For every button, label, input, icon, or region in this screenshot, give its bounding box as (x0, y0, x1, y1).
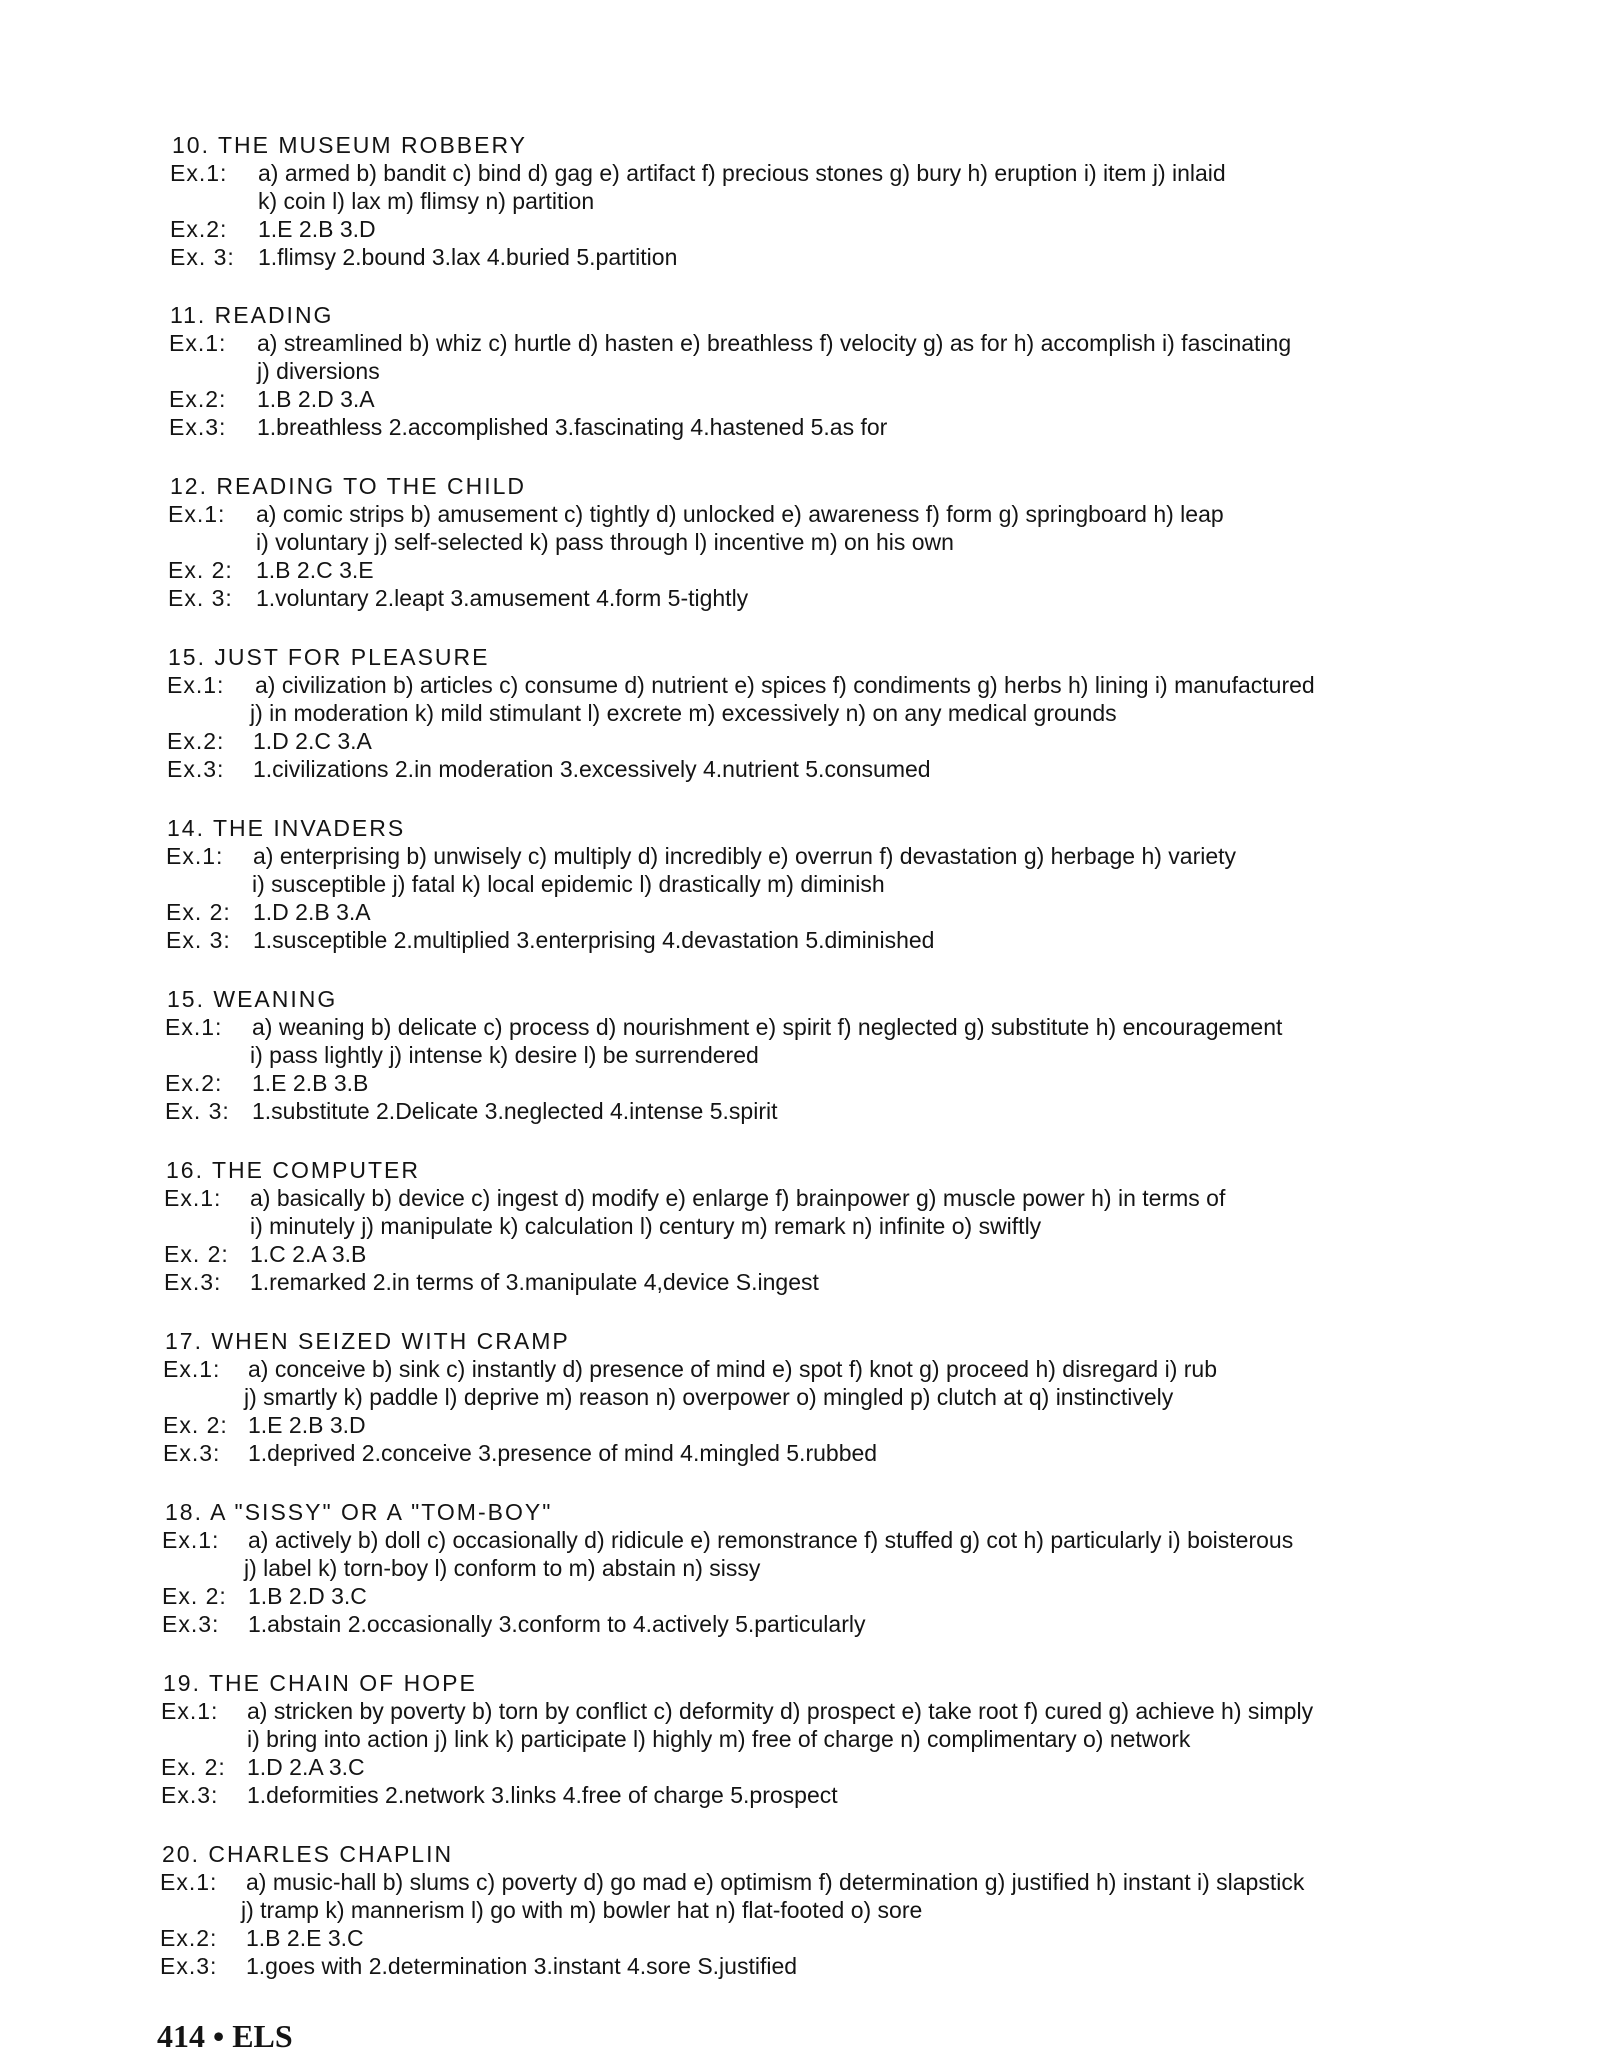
exercise-2-answers: 1.B 2.E 3.C (246, 1925, 364, 1951)
exercise-1-label: Ex.1: (168, 501, 226, 527)
exercise-3-label: Ex.3: (169, 414, 227, 440)
section-title: 15. JUST FOR PLEASURE (168, 644, 490, 670)
exercise-1-answers-line-2: i) minutely j) manipulate k) calculation l) century m) remark n) infinite o) swiftly (250, 1213, 1042, 1239)
exercise-2-answers: 1.E 2.B 3.D (248, 1412, 366, 1438)
exercise-3-answers: 1.voluntary 2.leapt 3.amusement 4.form 5-tightly (256, 585, 749, 611)
exercise-1-answers-line-2: i) susceptible j) fatal k) local epidemic l) drastically m) diminish (252, 871, 885, 897)
exercise-2-label: Ex.2: (167, 728, 225, 754)
exercise-2-answers: 1.E 2.B 3.D (258, 216, 376, 242)
exercise-1-label: Ex.1: (161, 1698, 219, 1724)
exercise-3-answers: 1.flimsy 2.bound 3.lax 4.buried 5.partition (258, 244, 678, 270)
exercise-2-answers: 1.B 2.C 3.E (256, 557, 374, 583)
exercise-2-label: Ex.2: (160, 1925, 218, 1951)
exercise-2-answers: 1.D 2.A 3.C (247, 1754, 365, 1780)
exercise-3-label: Ex. 3: (165, 1098, 230, 1124)
section-title: 12. READING TO THE CHILD (170, 473, 527, 499)
exercise-3-answers: 1.susceptible 2.multiplied 3.enterprising 4.devastation 5.diminished (253, 927, 935, 953)
exercise-2-answers: 1.B 2.D 3.A (257, 386, 375, 412)
exercise-1-label: Ex.1: (167, 672, 225, 698)
exercise-1-answers-line-1: a) actively b) doll c) occasionally d) ridicule e) remonstrance f) stuffed g) cot h) particularly i) boisterous (248, 1527, 1294, 1553)
exercise-1-answers-line-2: j) in moderation k) mild stimulant l) excrete m) excessively n) on any medical grounds (250, 700, 1117, 726)
exercise-3-answers: 1.remarked 2.in terms of 3.manipulate 4,device S.ingest (250, 1269, 819, 1295)
section-title: 17. WHEN SEIZED WITH CRAMP (165, 1328, 570, 1354)
exercise-3-answers: 1.abstain 2.occasionally 3.conform to 4.actively 5.particularly (248, 1611, 866, 1637)
exercise-1-label: Ex.1: (165, 1014, 223, 1040)
exercise-1-answers-line-2: j) smartly k) paddle l) deprive m) reason n) overpower o) mingled p) clutch at q) instinctively (244, 1384, 1174, 1410)
exercise-3-label: Ex.3: (163, 1440, 221, 1466)
exercise-1-answers-line-1: a) enterprising b) unwisely c) multiply d) incredibly e) overrun f) devastation g) herbage h) variety (253, 843, 1237, 869)
exercise-3-answers: 1.goes with 2.determination 3.instant 4.sore S.justified (246, 1953, 798, 1979)
exercise-2-label: Ex.2: (165, 1070, 223, 1096)
exercise-2-answers: 1.C 2.A 3.B (250, 1241, 367, 1267)
exercise-1-label: Ex.1: (163, 1356, 221, 1382)
exercise-1-answers-line-1: a) armed b) bandit c) bind d) gag e) artifact f) precious stones g) bury h) eruption i) item j) inlaid (258, 160, 1226, 186)
section-title: 19. THE CHAIN OF HOPE (163, 1670, 477, 1696)
exercise-2-label: Ex. 2: (162, 1583, 227, 1609)
exercise-1-answers-line-1: a) streamlined b) whiz c) hurtle d) hasten e) breathless f) velocity g) as for h) accomplish i) fascinating (257, 330, 1292, 356)
exercise-2-label: Ex. 2: (161, 1754, 226, 1780)
exercise-3-label: Ex. 3: (170, 244, 235, 270)
page-footer: 414 • ELS (157, 2018, 293, 2054)
exercise-1-label: Ex.1: (166, 843, 224, 869)
exercise-3-label: Ex. 3: (168, 585, 233, 611)
exercise-3-label: Ex.3: (160, 1953, 218, 1979)
exercise-1-label: Ex.1: (169, 330, 227, 356)
exercise-1-answers-line-2: i) voluntary j) self-selected k) pass through l) incentive m) on his own (256, 529, 954, 555)
exercise-2-label: Ex. 2: (163, 1412, 228, 1438)
exercise-1-answers-line-2: i) bring into action j) link k) participate l) highly m) free of charge n) complimentary o) network (247, 1726, 1191, 1752)
exercise-2-label: Ex. 2: (166, 899, 231, 925)
exercise-1-answers-line-1: a) comic strips b) amusement c) tightly d) unlocked e) awareness f) form g) springboard h) leap (256, 501, 1224, 527)
exercise-3-answers: 1.deformities 2.network 3.links 4.free of charge 5.prospect (247, 1782, 838, 1808)
exercise-3-label: Ex.3: (167, 756, 225, 782)
exercise-3-label: Ex.3: (161, 1782, 219, 1808)
exercise-1-answers-line-2: j) diversions (257, 358, 380, 384)
exercise-2-label: Ex.2: (169, 386, 227, 412)
section-title: 18. A "SISSY" OR A "TOM-BOY" (165, 1499, 553, 1525)
exercise-1-answers-line-2: j) tramp k) mannerism l) go with m) bowler hat n) flat-footed o) sore (241, 1897, 923, 1923)
exercise-1-label: Ex.1: (162, 1527, 220, 1553)
exercise-3-label: Ex.3: (162, 1611, 220, 1637)
exercise-2-answers: 1.B 2.D 3.C (248, 1583, 367, 1609)
exercise-1-answers-line-2: k) coin l) lax m) flimsy n) partition (258, 188, 595, 214)
exercise-3-label: Ex. 3: (166, 927, 231, 953)
exercise-1-answers-line-1: a) civilization b) articles c) consume d) nutrient e) spices f) condiments g) herbs h) lining i) manufactured (255, 672, 1315, 698)
section-title: 16. THE COMPUTER (166, 1157, 420, 1183)
section-title: 11. READING (170, 302, 334, 328)
exercise-3-answers: 1.civilizations 2.in moderation 3.excessively 4.nutrient 5.consumed (253, 756, 931, 782)
section-title: 10. THE MUSEUM ROBBERY (172, 132, 528, 158)
exercise-1-answers-line-1: a) basically b) device c) ingest d) modify e) enlarge f) brainpower g) muscle power h) in terms of (250, 1185, 1226, 1211)
exercise-3-answers: 1.deprived 2.conceive 3.presence of mind 4.mingled 5.rubbed (248, 1440, 878, 1466)
exercise-1-label: Ex.1: (170, 160, 228, 186)
exercise-1-answers-line-1: a) music-hall b) slums c) poverty d) go mad e) optimism f) determination g) justified h) instant i) slapstick (246, 1869, 1305, 1895)
exercise-2-answers: 1.E 2.B 3.B (252, 1070, 369, 1096)
exercise-1-answers-line-2: i) pass lightly j) intense k) desire l) be surrendered (250, 1042, 759, 1068)
exercise-1-label: Ex.1: (164, 1185, 222, 1211)
exercise-2-label: Ex.2: (170, 216, 228, 242)
exercise-3-answers: 1.breathless 2.accomplished 3.fascinating 4.hastened 5.as for (257, 414, 888, 440)
exercise-1-label: Ex.1: (160, 1869, 218, 1895)
exercise-1-answers-line-2: j) label k) torn-boy l) conform to m) abstain n) sissy (244, 1555, 761, 1581)
exercise-2-answers: 1.D 2.C 3.A (253, 728, 372, 754)
exercise-1-answers-line-1: a) weaning b) delicate c) process d) nourishment e) spirit f) neglected g) substitute h) encouragement (252, 1014, 1283, 1040)
section-title: 14. THE INVADERS (167, 815, 406, 841)
exercise-2-label: Ex. 2: (164, 1241, 229, 1267)
exercise-3-label: Ex.3: (164, 1269, 222, 1295)
section-title: 20. CHARLES CHAPLIN (162, 1841, 454, 1867)
exercise-3-answers: 1.substitute 2.Delicate 3.neglected 4.intense 5.spirit (252, 1098, 778, 1124)
exercise-2-answers: 1.D 2.B 3.A (253, 899, 371, 925)
exercise-1-answers-line-1: a) stricken by poverty b) torn by conflict c) deformity d) prospect e) take root f) cured g) achieve h) simply (247, 1698, 1314, 1724)
section-title: 15. WEANING (167, 986, 338, 1012)
exercise-2-label: Ex. 2: (168, 557, 233, 583)
exercise-1-answers-line-1: a) conceive b) sink c) instantly d) presence of mind e) spot f) knot g) proceed h) disregard i) rub (248, 1356, 1217, 1382)
